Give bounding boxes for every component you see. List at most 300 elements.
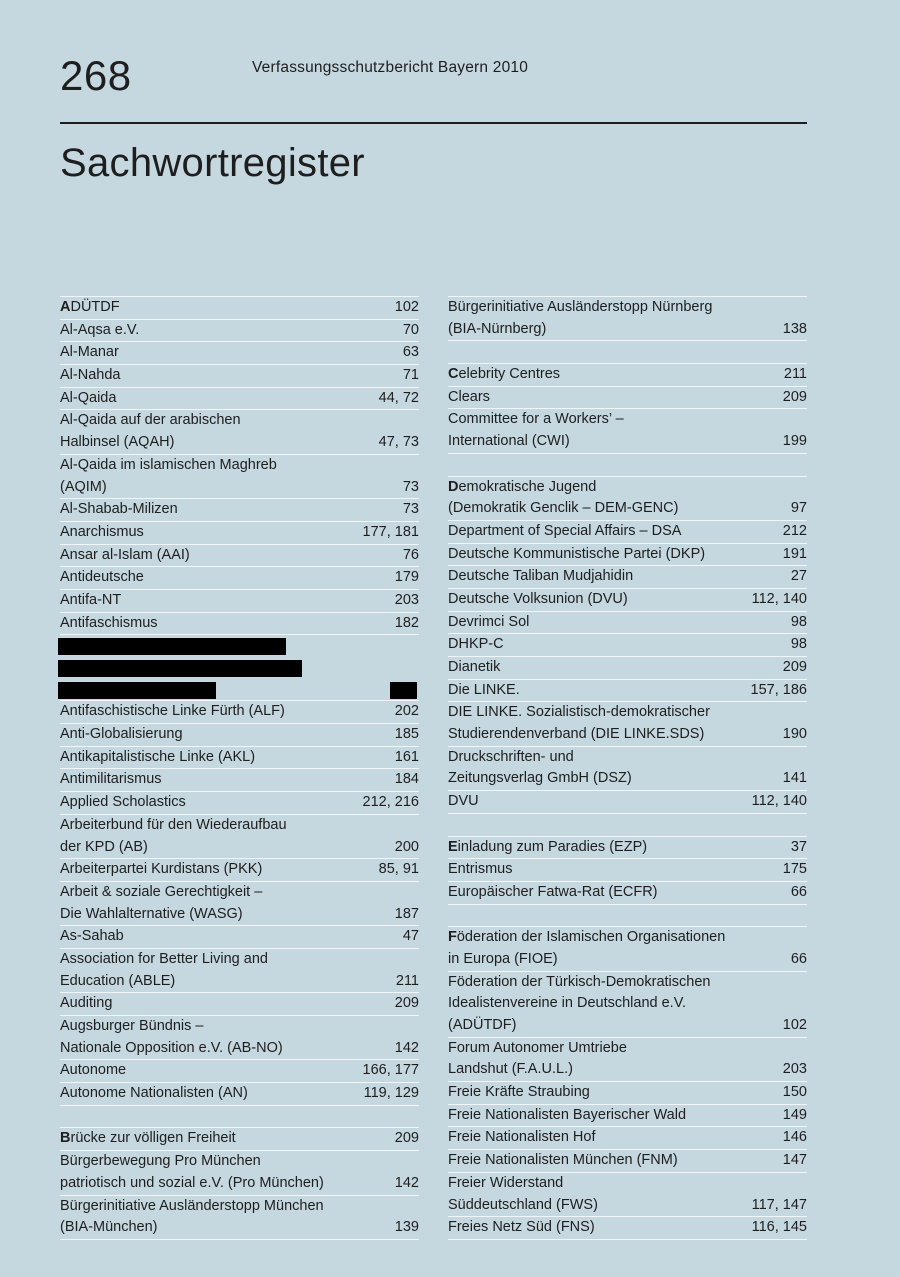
index-term-line (448, 431, 624, 453)
index-term-line (60, 926, 124, 948)
index-term (448, 1082, 590, 1104)
index-term-line (448, 589, 628, 611)
index-term-line (60, 747, 255, 769)
index-entry (448, 747, 807, 791)
index-term-text: (BIA-Nürnberg) (448, 320, 547, 337)
index-page-numbers: 73 (402, 478, 419, 495)
index-term (448, 972, 710, 1037)
index-term-line (60, 904, 262, 926)
index-term-line (60, 769, 162, 791)
index-term-line (448, 724, 710, 746)
index-term-line (60, 477, 277, 499)
index-term-line (448, 1082, 590, 1104)
index-term (60, 1196, 324, 1239)
index-term-line (448, 544, 705, 566)
index-term-line (448, 498, 678, 520)
index-term-text: elebrity Centres (458, 366, 561, 383)
index-entry (60, 410, 419, 454)
index-term-text: Committee for a Workers’ – (448, 411, 624, 428)
index-term (448, 1217, 595, 1239)
index-term-text: Landshut (F.A.U.L.) (448, 1061, 573, 1078)
index-term-line (448, 837, 647, 859)
redaction-bar (390, 682, 417, 699)
index-term-line (448, 972, 710, 994)
index-term-line (60, 1016, 283, 1038)
index-term-text: DVU (448, 793, 479, 810)
index-term-line (448, 1173, 598, 1195)
index-entry (60, 1060, 419, 1083)
index-term (448, 1150, 678, 1172)
index-term-text: Freier Widerstand (448, 1174, 564, 1191)
index-page-numbers: 177, 181 (362, 523, 419, 540)
index-entry (448, 477, 807, 521)
index-term-text: Bürgerinitiative Ausländerstopp München (60, 1197, 324, 1214)
index-entry (60, 522, 419, 545)
index-term-line (60, 1128, 236, 1150)
index-term-text: Antifaschismus (60, 614, 158, 631)
index-term-text: Autonome (60, 1062, 127, 1079)
index-entry (60, 455, 419, 499)
index-entry (448, 927, 807, 971)
index-term-line (60, 701, 285, 723)
index-term-line (60, 545, 190, 567)
index-term-text: Dianetik (448, 659, 501, 675)
index-entry (60, 545, 419, 568)
index-term (60, 859, 262, 881)
index-term-line (60, 567, 144, 589)
index-term (60, 792, 186, 814)
index-page-numbers: 142 (394, 1039, 419, 1056)
index-letter-initial: A (60, 299, 71, 315)
index-letter-initial: F (448, 929, 457, 946)
index-term-line (60, 792, 186, 814)
index-term-text: Anarchismus (60, 523, 144, 540)
index-page-numbers: 141 (782, 770, 807, 787)
index-page-numbers: 200 (394, 838, 419, 855)
index-term-text: Autonome Nationalisten (AN) (60, 1085, 248, 1102)
index-page-numbers: 212 (782, 522, 807, 539)
index-term-line (60, 993, 112, 1015)
index-entry (60, 769, 419, 792)
letter-group-gap (448, 454, 807, 477)
index-term-text: (BIA-München) (60, 1219, 158, 1236)
header-rule (60, 122, 807, 124)
index-term-line (60, 432, 241, 454)
index-term-text: Freie Nationalisten München (FNM) (448, 1152, 678, 1169)
index-term-text: Ansar al-Islam (AAI) (60, 546, 190, 563)
index-entry (448, 612, 807, 635)
index-entry (60, 724, 419, 747)
index-term-text: Al-Qaida auf der arabischen (60, 412, 241, 429)
index-term-text: rücke zur völligen Freiheit (70, 1130, 236, 1147)
index-page-numbers: 116, 145 (751, 1219, 807, 1236)
index-term-text: patriotisch und sozial e.V. (Pro München) (60, 1174, 324, 1191)
index-page-numbers: 76 (402, 546, 419, 563)
index-term-text: Al-Nahda (60, 367, 121, 384)
redaction-bar (58, 682, 216, 699)
index-term-text: Antifa-NT (60, 591, 122, 608)
running-title: Verfassungsschutzbericht Bayern 2010 (252, 59, 529, 76)
letter-group-gap (448, 341, 807, 364)
index-term-line (448, 702, 710, 724)
index-term (60, 342, 119, 364)
index-page-numbers: 146 (782, 1129, 807, 1146)
index-term-line (60, 1151, 324, 1173)
index-entry (448, 1038, 807, 1082)
index-term (448, 837, 647, 859)
index-entry (448, 791, 807, 814)
index-entry (60, 388, 419, 411)
index-term-line (60, 1173, 324, 1195)
index-term-line (448, 1038, 627, 1060)
index-term-line (60, 522, 144, 544)
index-page-numbers: 47, 73 (378, 434, 419, 451)
index-page-numbers: 44, 72 (378, 389, 419, 406)
index-term-text: Al-Qaida im islamischen Maghreb (60, 456, 277, 473)
index-term-text: Al-Qaida (60, 389, 117, 406)
index-term-text: Arbeit & soziale Gerechtigkeit – (60, 883, 263, 900)
index-page-numbers: 37 (790, 838, 807, 855)
index-page-numbers: 185 (394, 726, 419, 743)
index-page-numbers: 66 (790, 883, 807, 900)
index-term-text: Anti-Globalisierung (60, 726, 183, 743)
index-entry (448, 566, 807, 589)
redaction-bar (58, 660, 302, 677)
index-term-text: Die Wahlalternative (WASG) (60, 905, 243, 922)
index-term-line (448, 791, 479, 813)
index-page-numbers: 139 (394, 1219, 419, 1236)
index-page-numbers: 203 (782, 1061, 807, 1078)
index-term (448, 521, 681, 543)
index-page-numbers: 63 (402, 344, 419, 361)
index-column-right (448, 296, 807, 1240)
index-term-text: Nationale Opposition e.V. (AB-NO) (60, 1039, 283, 1056)
index-entry (448, 972, 807, 1038)
index-entry (448, 544, 807, 567)
index-term-line (60, 388, 116, 410)
index-term (60, 320, 139, 342)
index-term-line (448, 634, 504, 656)
index-page-numbers: 47 (402, 928, 419, 945)
index-entry (60, 365, 419, 388)
index-term-text: (ADÜTDF) (448, 1017, 517, 1033)
index-term (60, 545, 190, 567)
index-term (448, 747, 632, 790)
index-term-line (60, 882, 262, 904)
index-page-numbers: 102 (394, 299, 419, 315)
index-term-line (448, 1059, 627, 1081)
index-term (60, 769, 162, 791)
index-term (60, 590, 121, 612)
index-page-numbers: 179 (394, 569, 419, 586)
index-term (448, 409, 624, 452)
index-entry (60, 613, 419, 636)
index-term (60, 297, 120, 319)
index-term-line (448, 297, 712, 319)
index-term (60, 499, 178, 521)
index-page-numbers: 98 (790, 613, 807, 630)
index-entry (60, 926, 419, 949)
index-term-text: DÜTDF (70, 299, 120, 315)
index-term (60, 882, 262, 925)
index-page-numbers: 73 (402, 501, 419, 518)
index-page-numbers: 97 (790, 500, 807, 517)
index-term-line (60, 320, 139, 342)
index-term-text: Deutsche Kommunistische Partei (DKP) (448, 545, 706, 562)
index-entry (448, 837, 807, 860)
index-term-line (448, 747, 632, 769)
index-term-text: Antimilitarismus (60, 771, 162, 788)
index-term-text: Süddeutschland (FWS) (448, 1196, 598, 1213)
index-term (60, 926, 124, 948)
index-term-text: Freies Netz Süd (FNS) (448, 1219, 595, 1236)
index-term-line (60, 1038, 283, 1060)
index-entry (60, 1083, 419, 1106)
index-entry (448, 1127, 807, 1150)
index-entry (448, 680, 807, 703)
index-term (60, 1151, 324, 1194)
index-entry (60, 1016, 419, 1060)
index-term-line (60, 1217, 324, 1239)
index-term-text: Augsburger Bündnis – (60, 1018, 204, 1035)
index-entry (60, 993, 419, 1016)
index-entry (60, 1128, 419, 1151)
index-term-text: in Europa (FIOE) (448, 950, 558, 967)
index-term-line (448, 768, 632, 790)
index-page-numbers: 66 (790, 950, 807, 967)
index-term (60, 567, 144, 589)
index-term-text: inladung zum Paradies (EZP) (457, 838, 648, 855)
index-entry (448, 1217, 807, 1240)
index-term (60, 949, 268, 992)
index-term-text: Bürgerbewegung Pro München (60, 1153, 261, 1170)
index-term-text: öderation der Islamischen Organisationen (456, 929, 726, 946)
index-term-text: Deutsche Taliban Mudjahidin (448, 568, 634, 585)
index-entry (448, 657, 807, 680)
index-page-numbers: 212, 216 (362, 794, 419, 811)
index-page-numbers: 209 (394, 995, 419, 1012)
index-term-text: Al-Aqsa e.V. (60, 321, 140, 338)
index-term (60, 1128, 236, 1150)
index-page-numbers: 27 (790, 568, 807, 585)
index-term-text: Deutsche Volksunion (DVU) (448, 590, 628, 607)
index-term-text: Education (ABLE) (60, 972, 176, 989)
index-page-numbers: 211 (395, 972, 419, 989)
index-term-text: Arbeiterpartei Kurdistans (PKK) (60, 861, 263, 878)
index-term-line (448, 612, 529, 634)
index-term (448, 1105, 686, 1127)
index-term-line (60, 724, 183, 746)
index-entry (448, 1105, 807, 1128)
index-term-line (448, 387, 490, 409)
index-page-numbers: 142 (394, 1174, 419, 1191)
index-page-numbers: 203 (394, 591, 419, 608)
index-term-text: Clears (448, 388, 490, 405)
index-term (448, 364, 560, 386)
index-term (448, 387, 490, 409)
index-term (60, 815, 287, 858)
index-term-text: As-Sahab (60, 928, 124, 945)
index-term-text: Die LINKE. (448, 681, 520, 698)
index-page-numbers: 184 (394, 771, 419, 788)
index-term-line (448, 364, 560, 386)
index-page-numbers: 209 (782, 659, 807, 675)
index-term-line (448, 319, 712, 341)
index-term (60, 1016, 283, 1059)
index-column-left (60, 296, 419, 1240)
index-term-line (448, 1015, 710, 1037)
index-letter-initial: C (448, 366, 459, 383)
index-entry (448, 521, 807, 544)
index-term-line (60, 365, 120, 387)
index-entry (60, 342, 419, 365)
index-page-numbers: 209 (782, 388, 807, 405)
index-term-line (60, 815, 287, 837)
index-page-numbers: 71 (402, 367, 419, 384)
index-term (448, 297, 712, 340)
index-entry (448, 387, 807, 410)
index-page-numbers: 166, 177 (362, 1062, 419, 1079)
index-page-numbers: 190 (782, 726, 807, 743)
index-page-numbers: 117, 147 (751, 1196, 807, 1213)
index-term (60, 388, 116, 410)
index-page-numbers: 187 (394, 905, 419, 922)
index-entry (60, 297, 419, 320)
section-title: Sachwortregister (60, 141, 365, 185)
index-entry (448, 364, 807, 387)
index-term (448, 566, 633, 588)
index-term-text: DIE LINKE. Sozialistisch-demokratischer (448, 704, 710, 721)
index-term-text: Bürgerinitiative Ausländerstopp Nürnberg (448, 299, 713, 315)
index-term-text: Arbeiterbund für den Wiederaufbau (60, 816, 287, 833)
index-term-text: (AQIM) (60, 478, 107, 495)
index-term-line (448, 1195, 598, 1217)
index-term-line (448, 1150, 678, 1172)
index-term (60, 1083, 248, 1105)
index-page-numbers: 138 (782, 320, 807, 337)
index-term-line (60, 859, 262, 881)
index-term-text: Antideutsche (60, 569, 144, 586)
index-entry (60, 882, 419, 926)
index-term (60, 747, 255, 769)
index-entry (60, 949, 419, 993)
index-page-numbers: 191 (782, 545, 807, 562)
index-term (448, 1127, 596, 1149)
index-term-line (448, 949, 725, 971)
index-term (60, 724, 183, 746)
index-entry (60, 567, 419, 590)
page-number: 268 (60, 52, 132, 99)
index-page-numbers: 112, 140 (751, 793, 807, 810)
index-term-text: Europäischer Fatwa-Rat (ECFR) (448, 883, 658, 900)
redaction-bar (58, 638, 286, 655)
index-entry (60, 792, 419, 815)
index-entry (448, 1173, 807, 1217)
index-term (448, 634, 504, 656)
index-term-text: Antikapitalistische Linke (AKL) (60, 748, 256, 765)
index-term-line (448, 993, 710, 1015)
index-term-line (60, 410, 241, 432)
index-term-line (448, 477, 678, 499)
index-page-numbers: 202 (394, 703, 419, 720)
index-term-text: Halbinsel (AQAH) (60, 434, 175, 451)
index-term-text: Al-Manar (60, 344, 119, 361)
index-term (60, 1060, 126, 1082)
index-term (448, 702, 710, 745)
index-entry (60, 320, 419, 343)
index-term-line (60, 1196, 324, 1218)
index-term-text: Antifaschistische Linke Fürth (ALF) (60, 703, 285, 720)
index-page-numbers: 112, 140 (751, 590, 807, 607)
index-term-line (448, 521, 681, 543)
index-term-text: Freie Nationalisten Bayerischer Wald (448, 1106, 687, 1123)
index-entry (60, 1196, 419, 1240)
index-term (60, 455, 277, 498)
index-entry (448, 1150, 807, 1173)
index-term-line (448, 566, 633, 588)
index-entry (60, 590, 419, 613)
index-term-text: Al-Shabab-Milizen (60, 501, 178, 518)
index-term-text: der KPD (AB) (60, 838, 148, 855)
index-term-line (60, 1083, 248, 1105)
index-entry (448, 1082, 807, 1105)
index-page-numbers: 70 (402, 321, 419, 338)
index-term-line (448, 680, 520, 702)
letter-group-gap (448, 905, 807, 928)
index-page-numbers: 209 (394, 1130, 419, 1147)
index-term-line (448, 409, 624, 431)
index-term-text: Freie Nationalisten Hof (448, 1129, 596, 1146)
index-page-numbers: 161 (394, 748, 419, 765)
index-entry (60, 815, 419, 859)
letter-group-gap (448, 814, 807, 837)
index-term-line (60, 1060, 126, 1082)
index-term (60, 993, 112, 1015)
index-page-numbers: 98 (790, 636, 807, 653)
index-term-text: Auditing (60, 995, 113, 1012)
index-term (448, 612, 529, 634)
index-term (448, 882, 658, 904)
index-term-line (60, 837, 287, 859)
index-page-numbers: 119, 129 (363, 1085, 419, 1102)
index-term (60, 613, 158, 635)
index-term (448, 1038, 627, 1081)
index-term (448, 859, 512, 881)
index-term-line (448, 859, 512, 881)
index-entry (448, 409, 807, 453)
index-term-line (60, 499, 178, 521)
index-page-numbers: 147 (782, 1152, 807, 1169)
index-term-text: Freie Kräfte Straubing (448, 1084, 590, 1101)
index-entry (448, 859, 807, 882)
index-page-numbers: 85, 91 (378, 861, 419, 878)
index-term (448, 1173, 598, 1216)
index-term (60, 410, 241, 453)
index-term-text: Idealistenvereine in Deutschland e.V. (448, 995, 687, 1012)
index-term (448, 589, 628, 611)
index-term-text: (Demokratik Genclik – DEM-GENC) (448, 500, 679, 517)
index-entry (448, 634, 807, 657)
index-term-text: Föderation der Türkisch-Demokratischen (448, 973, 711, 990)
index-page-numbers: 199 (782, 433, 807, 450)
index-entry (448, 702, 807, 746)
index-entry (448, 297, 807, 341)
index-term-line (448, 927, 725, 949)
index-term-line (448, 1217, 595, 1239)
index-term-text: Association for Better Living and (60, 950, 268, 967)
index-entry (60, 859, 419, 882)
index-entry (60, 499, 419, 522)
